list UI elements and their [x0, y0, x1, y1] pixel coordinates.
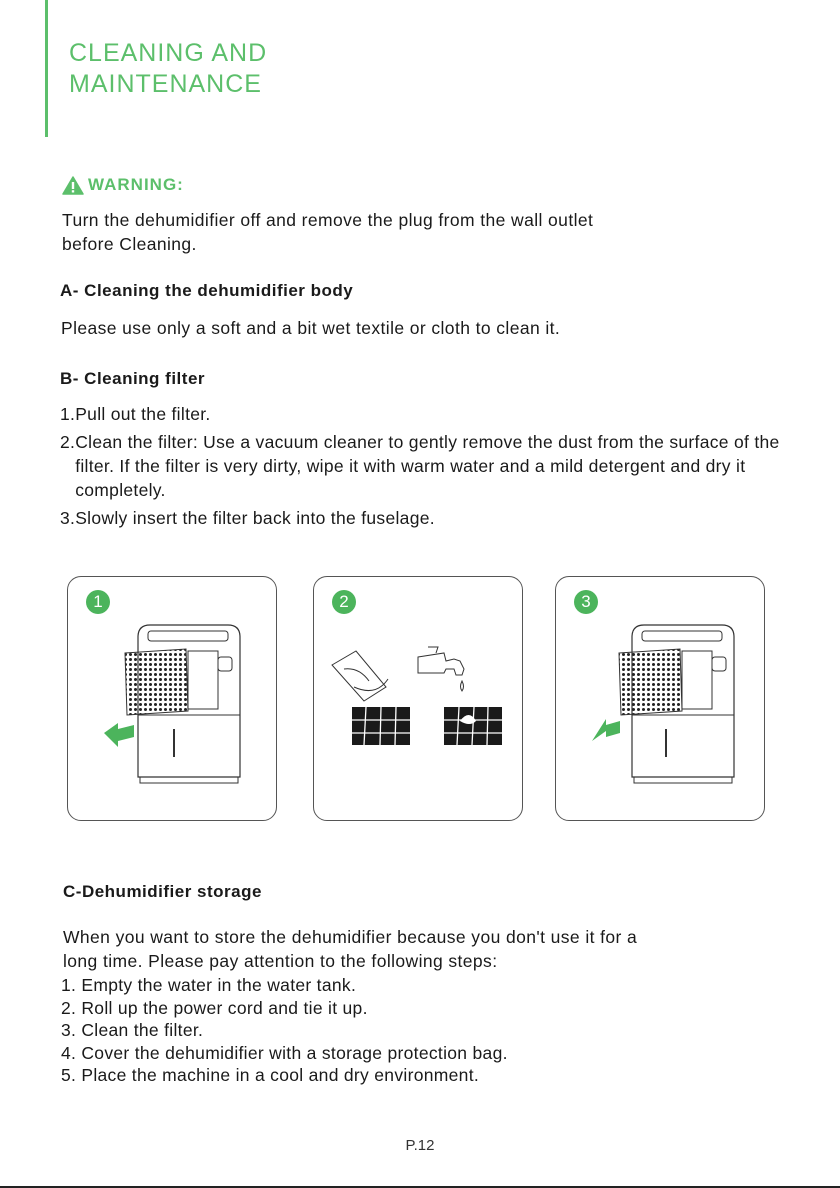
list-item — [60, 506, 800, 530]
list-item: 2. Roll up the power cord and tie it up. — [61, 997, 368, 1018]
section-a-text: Please use only a soft and a bit wet textile or cloth to clean it. — [61, 318, 561, 338]
page-number: P.12 — [405, 1137, 435, 1154]
list-item: 3. Clean the filter. — [61, 1020, 204, 1040]
figure-panel-clean-filter — [313, 576, 523, 821]
step-badge-2: 2 — [332, 590, 356, 614]
section-c-intro-line-2: long time. Please pay attention to the following steps: — [63, 951, 498, 971]
warning-triangle-icon — [62, 176, 84, 195]
page-title-line-2: MAINTENANCE — [69, 70, 262, 98]
section-a-title: A- Cleaning the dehumidifier body — [60, 281, 354, 300]
step-badge-3: 3 — [574, 590, 598, 614]
list-item: 5. Place the machine in a cool and dry environment. — [61, 1065, 480, 1085]
section-b-title: B- Cleaning filter — [60, 369, 206, 388]
step-text: Slowly insert the filter back into the fuselage. — [75, 508, 435, 528]
section-c-intro — [63, 925, 803, 973]
filter-grid-left — [352, 707, 410, 745]
list-item — [60, 430, 800, 502]
figure-panel-pull-filter — [67, 576, 277, 821]
section-c-intro-line-1: When you want to store the dehumidifier because you don't use it for a — [63, 927, 638, 947]
step-badge-1: 1 — [86, 590, 110, 614]
step-number: 3. — [60, 508, 76, 528]
figure-panel-insert-filter — [555, 576, 765, 821]
page-title — [69, 38, 267, 100]
warning-heading — [62, 175, 184, 195]
step-text: Pull out the filter. — [75, 404, 211, 424]
list-item: 4. Cover the dehumidifier with a storage protection bag. — [61, 1042, 508, 1063]
warning-text-line-1: Turn the dehumidifier off and remove the plug from the wall outlet — [62, 210, 594, 230]
list-item: 1. Empty the water in the water tank. — [61, 975, 357, 995]
section-b-steps — [60, 402, 800, 534]
warning-text — [62, 208, 762, 256]
warning-label: WARNING: — [88, 175, 184, 194]
step-text: Clean the filter: Use a vacuum cleaner to gently remove the dust from the surface of the filter. If the filter is very dirty, wipe it with warm water and a mild detergent and dry it completely. — [75, 432, 780, 500]
warning-text-line-2: before Cleaning. — [62, 234, 197, 254]
filter-grid-right — [444, 707, 502, 745]
step-number: 1. — [60, 404, 76, 424]
section-c-steps — [61, 974, 508, 1087]
step-number: 2. — [60, 432, 76, 452]
page-title-line-1: CLEANING AND — [69, 39, 268, 67]
header-accent-bar — [45, 0, 48, 137]
list-item — [60, 402, 800, 426]
section-c-title: C-Dehumidifier storage — [63, 882, 262, 901]
